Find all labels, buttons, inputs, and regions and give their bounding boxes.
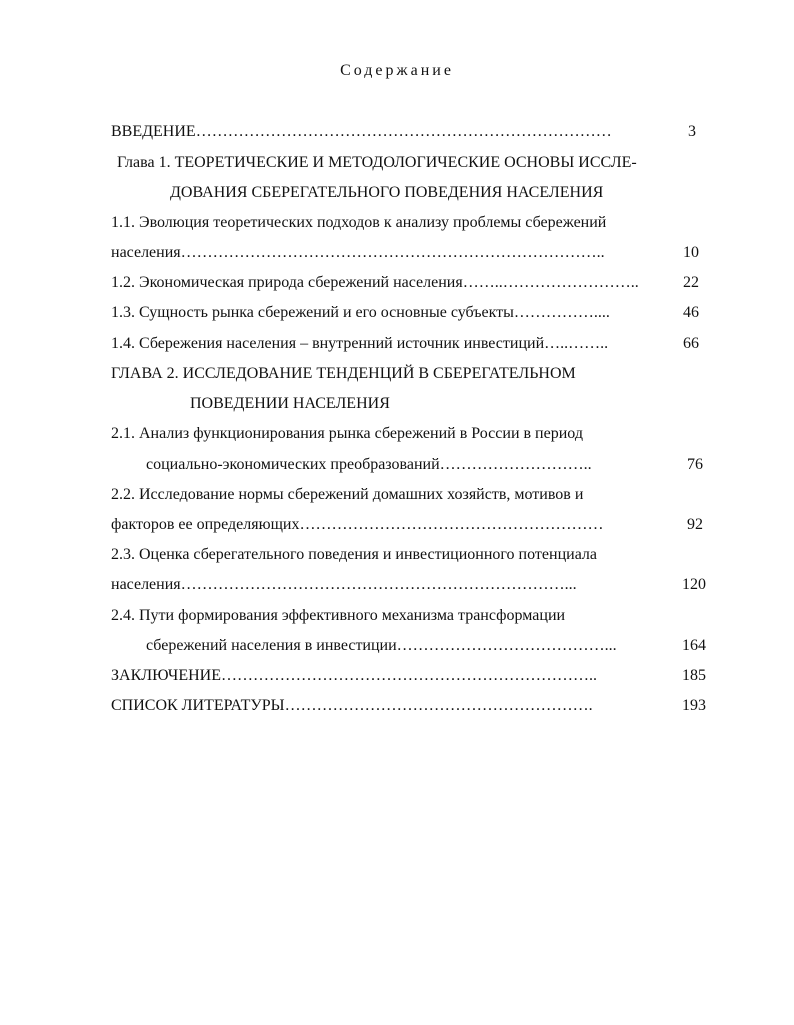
toc-entry-conclusion: ЗАКЛЮЧЕНИЕ…………………………………………………………….. <box>111 667 597 684</box>
toc-section-1-2: 1.2. Экономическая природа сбережений населения……..…………………….. <box>111 274 639 291</box>
toc-section-2-2-line-1: 2.2. Исследование нормы сбережений домашних хозяйств, мотивов и <box>111 486 584 503</box>
toc-section-1-1-line-2: населения…………………………………………………………………….. <box>111 244 605 261</box>
toc-page-conclusion: 185 <box>682 667 706 684</box>
toc-page-references: 193 <box>682 697 706 714</box>
toc-chapter-1-line-2: ДОВАНИЯ СБЕРЕГАТЕЛЬНОГО ПОВЕДЕНИЯ НАСЕЛЕНИЯ <box>170 184 604 201</box>
toc-page-2-3: 120 <box>682 576 706 593</box>
toc-page-1-4: 66 <box>683 335 699 352</box>
toc-section-1-3: 1.3. Сущность рынка сбережений и его основные субъекты…………….... <box>111 304 610 321</box>
page-title: Содержание <box>340 62 454 79</box>
toc-page-1-3: 46 <box>683 304 699 321</box>
toc-chapter-1-line-1: Глава 1. ТЕОРЕТИЧЕСКИЕ И МЕТОДОЛОГИЧЕСКИЕ ОСНОВЫ ИССЛЕ- <box>117 154 637 171</box>
toc-page-intro: 3 <box>688 123 696 140</box>
toc-section-2-2-line-2: факторов ее определяющих………………………………………………… <box>111 516 604 533</box>
toc-chapter-2-line-1: ГЛАВА 2. ИССЛЕДОВАНИЕ ТЕНДЕНЦИЙ В СБЕРЕГАТЕЛЬНОМ <box>111 365 576 382</box>
toc-section-1-4: 1.4. Сбережения населения – внутренний источник инвестиций…..…….. <box>111 335 609 352</box>
toc-section-2-3-line-1: 2.3. Оценка сберегательного поведения и инвестиционного потенциала <box>111 546 598 563</box>
toc-page-1-2: 22 <box>683 274 699 291</box>
toc-page-2-2: 92 <box>687 516 703 533</box>
toc-section-1-1-line-1: 1.1. Эволюция теоретических подходов к анализу проблемы сбережений <box>111 214 607 231</box>
toc-section-2-1-line-1: 2.1. Анализ функционирования рынка сбережений в России в период <box>111 425 583 442</box>
toc-section-2-1-line-2: социально-экономических преобразований……………………….. <box>146 456 592 473</box>
toc-entry-references: СПИСОК ЛИТЕРАТУРЫ…………………………………………………. <box>111 697 593 714</box>
toc-section-2-4-line-1: 2.4. Пути формирования эффективного механизма трансформации <box>111 607 566 624</box>
toc-section-2-3-line-2: населения………………………………………………………………... <box>111 576 577 593</box>
toc-entry-intro: ВВЕДЕНИЕ…………………………………………………………………… <box>111 123 612 140</box>
toc-page-2-1: 76 <box>687 456 703 473</box>
toc-page-2-4: 164 <box>682 637 706 654</box>
toc-section-2-4-line-2: сбережений населения в инвестиции…………………………………... <box>146 637 617 654</box>
toc-page-1-1: 10 <box>683 244 699 261</box>
toc-chapter-2-line-2: ПОВЕДЕНИИ НАСЕЛЕНИЯ <box>190 395 390 412</box>
